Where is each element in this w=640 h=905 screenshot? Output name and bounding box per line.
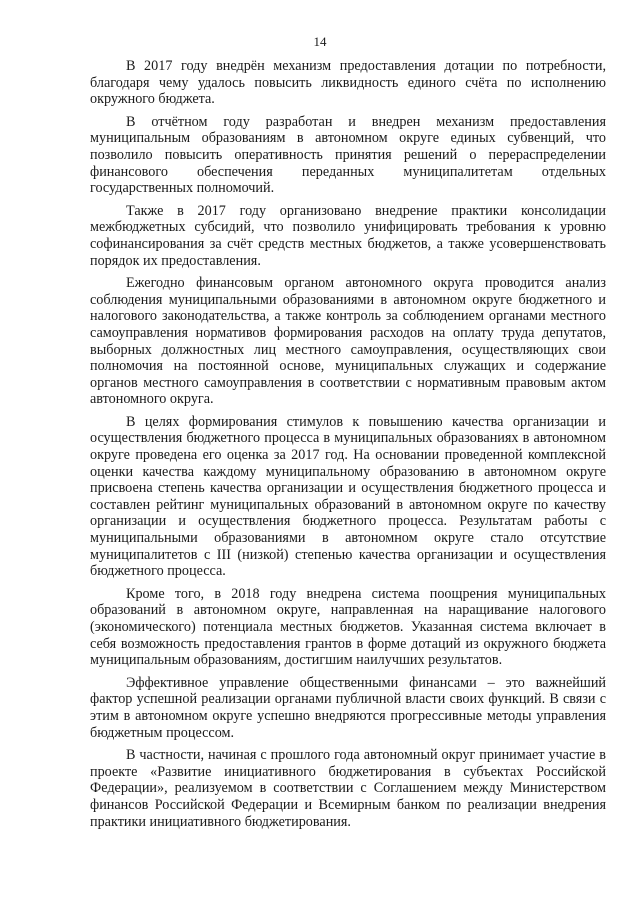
paragraph-subsidy-consolidation: Также в 2017 году организовано внедрение практики консолидации межбюджетных субсидий, что позволило унифицировать требования к уровню софинансирования за счёт средств местных бюджетов, а также усовершенствовать порядок их предоставления. bbox=[90, 202, 606, 269]
paragraph-initiative-budgeting: В частности, начиная с прошлого года автономный округ принимает участие в проекте «Развитие инициативного бюджетирования в субъектах Российской Федерации», реализуемом в соответствии с Соглашением между Министерством финансов Российской Федерации и Всемирным банком по реализации внедрения практики инициативного бюджетирования. bbox=[90, 747, 606, 830]
paragraph-subsidy-mechanism: В 2017 году внедрён механизм предоставления дотации по потребности, благодаря чему удалось повысить ликвидность единого счёта по исполнению окружного бюджета. bbox=[90, 58, 606, 108]
document-body bbox=[90, 58, 606, 836]
paragraph-public-finance-management: Эффективное управление общественными финансами – это важнейший фактор успешной реализации органами публичной власти своих функций. В связи с этим в автономном округе успешно внедряются прогрессивные методы управления бюджетным процессом. bbox=[90, 674, 606, 741]
paragraph-quality-assessment: В целях формирования стимулов к повышению качества организации и осуществления бюджетного процесса в муниципальных образованиях в автономном округе проведена его оценка за 2017 год. На основании проведенной комплексной оценки качества каждому муниципальному образованию в автономном округе присвоена степень качества организации и осуществления бюджетного процесса и составлен рейтинг муниципальных образований в автономном округе по качеству организации и осуществления бюджетного процесса. Результатам работы с муниципальными образованиями в автономном округе стало отсутствие муниципалитетов с III (низкой) степенью качества организации и осуществления бюджетного процесса. bbox=[90, 413, 606, 580]
paragraph-unified-subventions: В отчётном году разработан и внедрен механизм предоставления муниципальным образованиям в автономном округе единых субвенций, что позволило повысить оперативность принятия решений о перераспределении финансового обеспечения переданных муниципалитетам отдельных государственных полномочий. bbox=[90, 113, 606, 197]
paragraph-incentive-system: Кроме того, в 2018 году внедрена система поощрения муниципальных образований в автономном округе, направленная на наращивание налогового (экономического) потенциала местных бюджетов. Указанная система включает в себя возможность предоставления грантов в форме дотаций из окружного бюджета муниципальным образованиям, достигшим наилучших результатов. bbox=[90, 585, 606, 669]
page-number: 14 bbox=[313, 34, 327, 49]
paragraph-compliance-analysis: Ежегодно финансовым органом автономного округа проводится анализ соблюдения муниципальными образованиями в автономном округе бюджетного и налогового законодательства, а также контроль за соблюдением органами местного самоуправления нормативов формирования расходов на оплату труда депутатов, выборных должностных лиц местного самоуправления, осуществляющих свои полномочия на постоянной основе, муниципальных служащих и содержание органов местного самоуправления в соответствии с нормативным правовым актом автономного округа. bbox=[90, 275, 606, 408]
